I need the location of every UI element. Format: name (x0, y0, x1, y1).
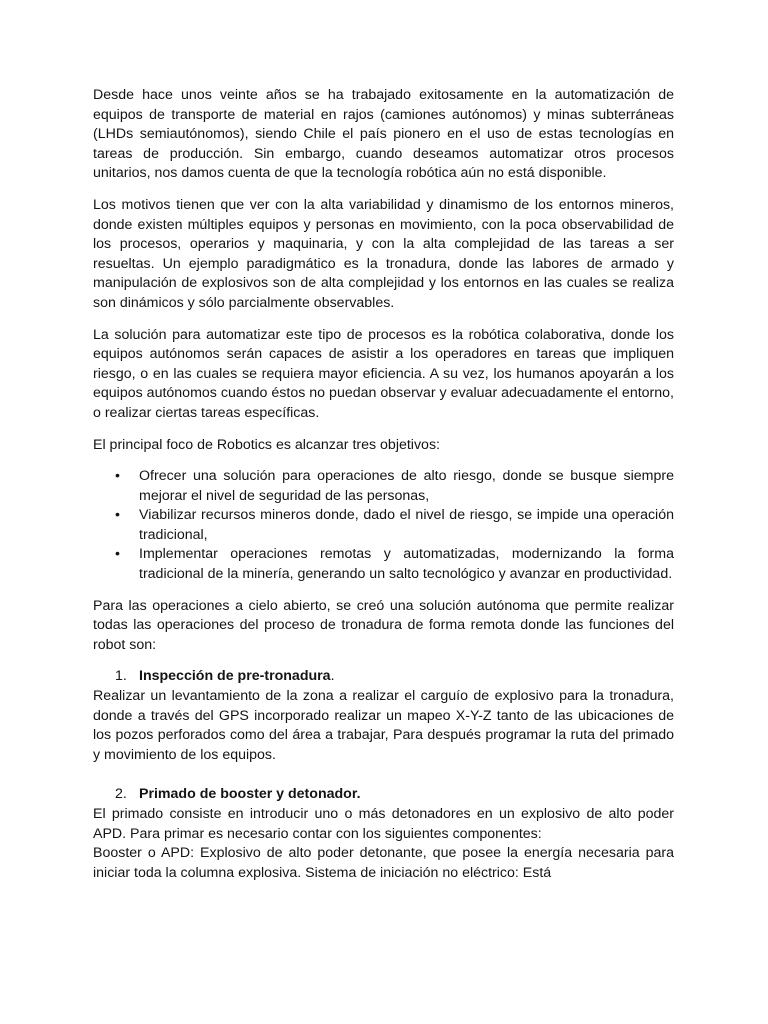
section-inspection (93, 667, 674, 765)
section-number: 1. (115, 668, 127, 685)
bullet-icon: • (115, 507, 120, 524)
bullet-icon: • (115, 546, 120, 563)
bullet-icon: • (115, 468, 120, 485)
list-item (93, 506, 674, 545)
section-title-suffix: . (330, 668, 335, 685)
paragraph-objectives-intro: El principal foco de Robotics es alcanzar tres objetivos: (93, 436, 440, 453)
paragraph-motives: Los motivos tienen que ver con la alta variabilidad y dinamismo de los entornos mineros, donde existen múltiples equipos y personas en movimiento, con la poca observabilidad de los procesos, operarios y maquinaria, y con la alta complejidad de las tareas a ser resueltas. Un ejemplo paradigmático es la tronadura, donde las labores de armado y manipulación de explosivos son de alta complejidad y los entornos en las cuales se realiza son dinámicos y sólo parcialmente observables. (93, 196, 674, 311)
objectives-list (93, 467, 674, 585)
section-title: Primado de booster y detonador. (139, 786, 361, 803)
list-item (93, 467, 674, 506)
section-heading (93, 667, 674, 687)
paragraph-solution: La solución para automatizar este tipo de procesos es la robótica colaborativa, donde los equipos autónomos serán capaces de asistir a los operadores en tareas que impliquen riesgo, o en las cuales se requiera mayor eficiencia. A su vez, los humanos apoyarán a los equipos autónomos cuando éstos no puedan observar y evaluar adecuadamente el entorno, o realizar ciertas tareas específicas. (93, 326, 674, 421)
section-heading (93, 785, 674, 805)
list-item-text: Ofrecer una solución para operaciones de alto riesgo, donde se busque siempre mejorar el nivel de seguridad de las personas, (139, 468, 674, 504)
section-body: Realizar un levantamiento de la zona a realizar el carguío de explosivo para la tronadura, donde a través del GPS incorporado realizar un mapeo X-Y-Z tanto de las ubicaciones de los pozos perforados como del área a trabajar, Para después programar la ruta del primado y movimiento de los equipos. (93, 688, 674, 763)
paragraph-intro: Desde hace unos veinte años se ha trabajado exitosamente en la automatización de equipos de transporte de material en rajos (camiones autónomos) y minas subterráneas (LHDs semiautónomos), siendo Chile el país pionero en el uso de estas tecnologías en tareas de producción. Sin embargo, cuando deseamos automatizar otros procesos unitarios, nos damos cuenta de que la tecnología robótica aún no está disponible. (93, 87, 674, 182)
list-item-text: Implementar operaciones remotas y automatizadas, modernizando la forma tradicional de la minería, generando un salto tecnológico y avanzar en productividad. (139, 546, 674, 583)
list-item-text: Viabilizar recursos mineros donde, dado el nivel de riesgo, se impide una operación tradicional, (139, 507, 674, 543)
document-page (93, 86, 674, 883)
section-title: Inspección de pre-tronadura (139, 668, 331, 685)
section-body: El primado consiste en introducir uno o más detonadores en un explosivo de alto poder APD. Para primar es necesario contar con los siguientes componentes: (93, 806, 674, 842)
list-item (93, 545, 674, 584)
section-number: 2. (115, 786, 127, 803)
paragraph-open-pit: Para las operaciones a cielo abierto, se creó una solución autónoma que permite realizar todas las operaciones del proceso de tronadura de forma remota donde las funciones del robot son: (93, 597, 674, 653)
section-body-continued: Booster o APD: Explosivo de alto poder detonante, que posee la energía necesaria para iniciar toda la columna explosiva. Sistema de iniciación no eléctrico: Está (93, 845, 674, 881)
spacer (93, 765, 674, 785)
section-priming (93, 785, 674, 883)
